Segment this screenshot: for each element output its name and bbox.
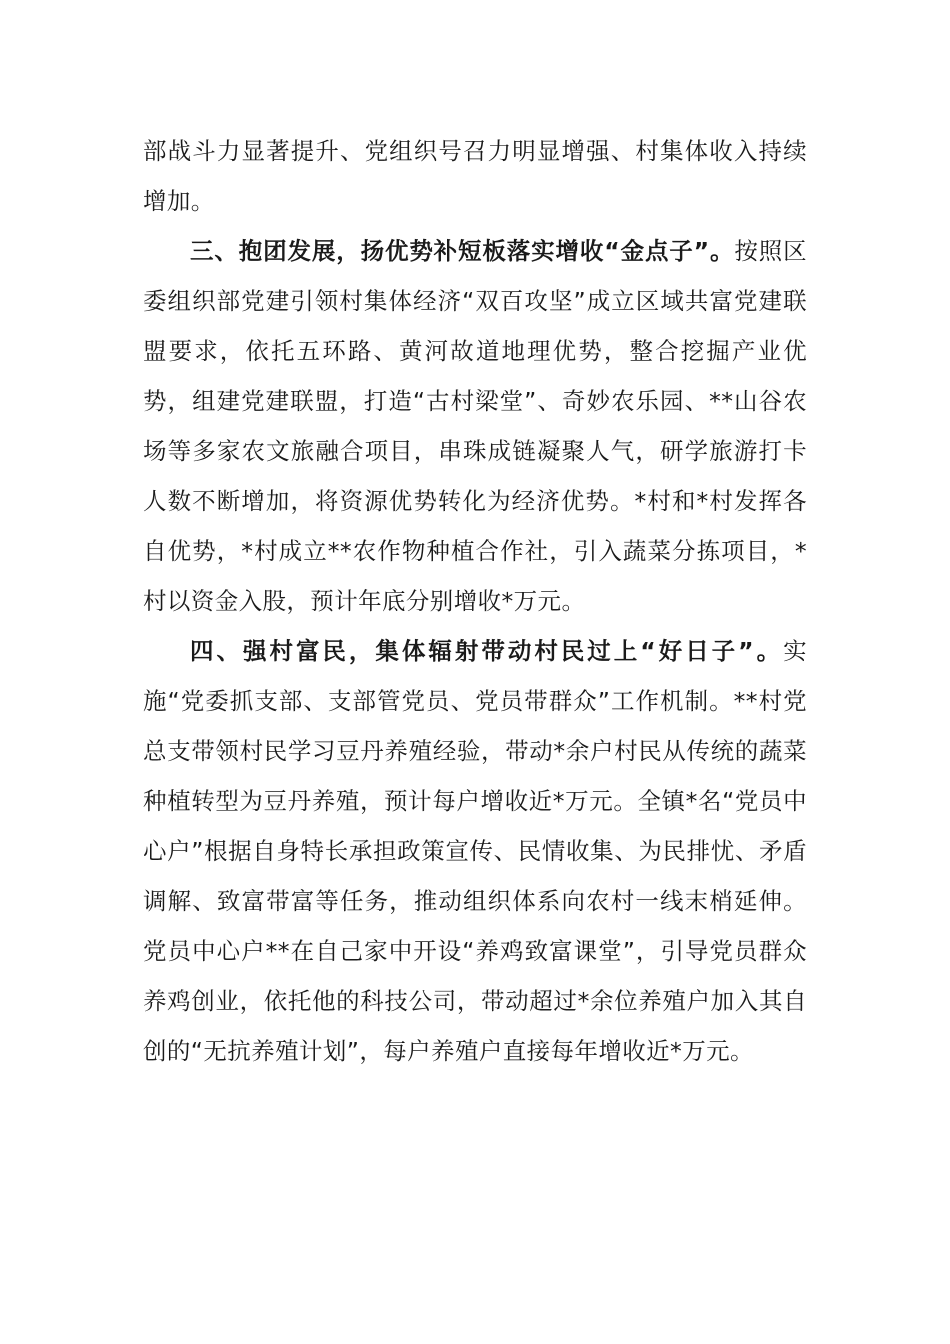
section-heading: 四、强村富民，集体辐射带动村民过上“好日子”。 xyxy=(190,637,784,665)
paragraph-text: 实施“党委抓支部、支部管党员、党员带群众”工作机制。**村党总支带领村民学习豆丹养殖经验，带动*余户村民从传统的蔬菜种植转型为豆丹养殖，预计每户增收近*万元。全镇*名“党员中心户”根据自身特长承担政策宣传、民情收集、为民排忧、矛盾调解、致富带富等任务，推动组织体系向农村一线末梢延伸。党员中心户**在自己家中开设“养鸡致富课堂”，引导党员群众养鸡创业，依托他的科技公司，带动超过*余位养殖户加入其自创的“无抗养殖计划”，每户养殖户直接每年增收近*万元。 xyxy=(143,637,807,1065)
paragraph-continuation xyxy=(143,126,807,226)
paragraph-text: 部战斗力显著提升、党组织号召力明显增强、村集体收入持续增加。 xyxy=(143,137,807,215)
paragraph-text: 按照区委组织部党建引领村集体经济“双百攻坚”成立区域共富党建联盟要求，依托五环路、黄河故道地理优势，整合挖掘产业优势，组建党建联盟，打造“古村梁堂”、奇妙农乐园、**山谷农场等多家农文旅融合项目，串珠成链凝聚人气，研学旅游打卡人数不断增加，将资源优势转化为经济优势。*村和*村发挥各自优势，*村成立**农作物种植合作社，引入蔬菜分拣项目，*村以资金入股，预计年底分别增收*万元。 xyxy=(143,237,807,615)
section-heading: 三、抱团发展，扬优势补短板落实增收“金点子”。 xyxy=(190,237,735,265)
paragraph-section-four xyxy=(143,626,807,1076)
document-body xyxy=(143,126,807,1076)
paragraph-section-three xyxy=(143,226,807,626)
